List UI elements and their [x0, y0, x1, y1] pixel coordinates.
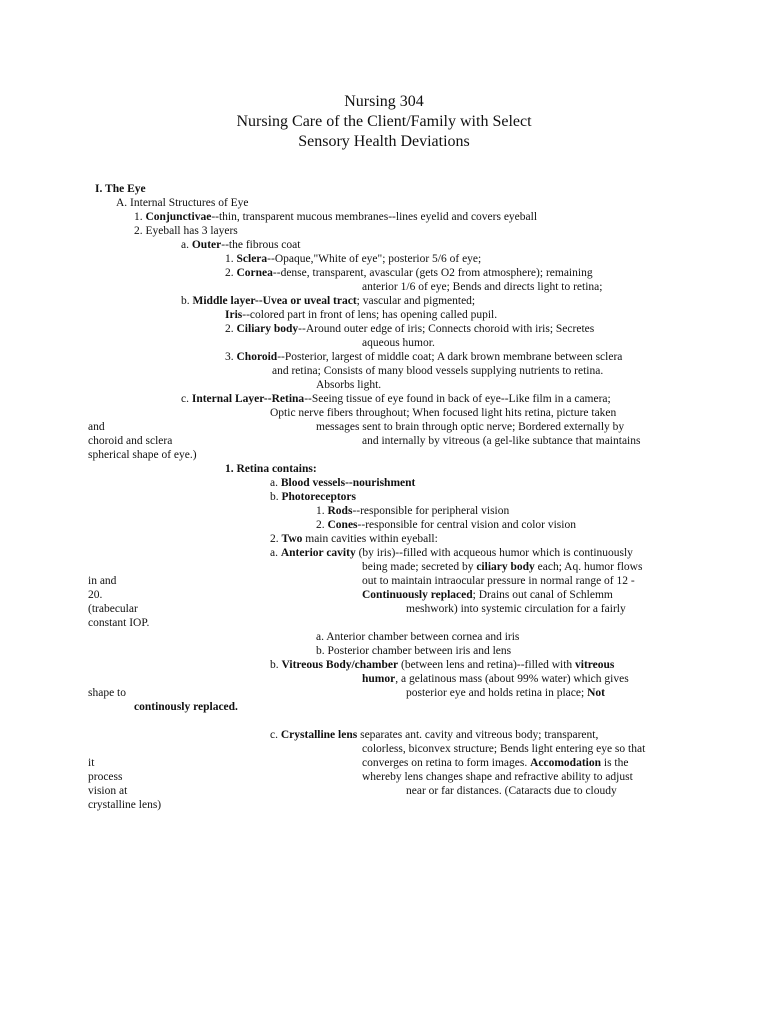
wrapped-fragment: constant IOP. — [88, 617, 150, 629]
term: Internal Layer--Retina — [191, 393, 305, 405]
outline-line: b. Vitreous Body/chamber (between lens and retina)--filled with vitreous — [270, 659, 615, 671]
term: Conjunctivae — [145, 211, 212, 223]
outline-line: b. Middle layer--Uvea or uveal tract; vascular and pigmented; — [181, 295, 476, 307]
wrapped-fragment: shape to — [88, 687, 127, 699]
outline-line: 1. Sclera--Opaque,"White of eye"; posterior 5/6 of eye; — [225, 253, 482, 265]
outline-line: a. Anterior cavity (by iris)--filled with acqueous humor which is continuously — [270, 547, 633, 559]
section-title: The Eye — [105, 183, 146, 195]
term: Anterior cavity — [280, 547, 356, 559]
outline-line: meshwork) into systemic circulation for a fairly — [406, 603, 626, 615]
outline-line: 1. Rods--responsible for peripheral vision — [316, 505, 510, 517]
wrapped-fragment: vision at — [88, 785, 128, 797]
outline-line: 2. Two main cavities within eyeball: — [270, 533, 438, 545]
term: Rods — [327, 505, 353, 517]
outline-line: c. Internal Layer--Retina--Seeing tissue of eye found in back of eye--Like film in a camera; — [181, 393, 611, 405]
outline-line: Optic nerve fibers throughout; When focused light hits retina, picture taken — [270, 407, 617, 419]
wrapped-fragment: choroid and sclera — [88, 435, 173, 447]
outline-line: 3. Choroid--Posterior, largest of middle coat; A dark brown membrane between sclera — [225, 351, 623, 363]
term: Blood vessels--nourishment — [280, 477, 416, 489]
term: Retina contains: — [236, 463, 317, 475]
wrapped-fragment: crystalline lens) — [88, 799, 162, 811]
outline-line: aqueous humor. — [362, 337, 435, 349]
term: Iris — [225, 309, 243, 321]
outline-line: Continuously replaced; Drains out canal of Schlemm — [362, 589, 613, 601]
outline-line: A. Internal Structures of Eye — [116, 197, 249, 209]
term: Cornea — [236, 267, 273, 279]
term: ciliary body — [476, 561, 535, 573]
outline-line: a. Outer--the fibrous coat — [181, 239, 301, 251]
term: Photoreceptors — [281, 491, 357, 503]
outline-line: messages sent to brain through optic nerve; Bordered externally by — [316, 421, 625, 433]
wrapped-fragment: (trabecular — [88, 603, 138, 615]
outline-line: converges on retina to form images. Accomodation is the — [362, 757, 629, 769]
wrapped-fragment — [134, 700, 238, 714]
outline-line: Iris--colored part in front of lens; has opening called pupil. — [225, 309, 498, 321]
outline-line: posterior eye and holds retina in place; Not — [406, 687, 605, 699]
outline-line: humor, a gelatinous mass (about 99% water) which gives — [362, 673, 629, 685]
wrapped-fragment: 20. — [88, 589, 103, 601]
term: Cones — [327, 519, 358, 531]
wrapped-fragment: process — [88, 771, 123, 783]
outline-line: whereby lens changes shape and refractive ability to adjust — [362, 771, 633, 783]
outline-line: colorless, biconvex structure; Bends light entering eye so that — [362, 743, 646, 755]
course-subtitle: Sensory Health Deviations — [298, 133, 470, 150]
term: vitreous — [575, 659, 615, 671]
outline-line: c. Crystalline lens separates ant. cavity and vitreous body; transparent, — [270, 729, 599, 741]
outline-line: Absorbs light. — [316, 379, 382, 391]
outline-line: and internally by vitreous (a gel-like subtance that maintains — [362, 435, 641, 447]
term: Continuously replaced — [362, 589, 473, 601]
outline-line: and retina; Consists of many blood vessels supplying nutrients to retina. — [272, 365, 604, 377]
outline-line: 1. Retina contains: — [225, 463, 317, 475]
course-title: Nursing Care of the Client/Family with Select — [236, 113, 532, 130]
term: Sclera — [236, 253, 268, 265]
term: continously replaced. — [134, 701, 238, 713]
outline-line: 2. Eyeball has 3 layers — [134, 225, 238, 237]
course-number: Nursing 304 — [344, 93, 424, 110]
term: Outer — [191, 239, 222, 251]
outline-line: 1. Conjunctivae--thin, transparent mucous membranes--lines eyelid and covers eyeball — [134, 211, 538, 223]
term: Accomodation — [530, 757, 602, 769]
wrapped-fragment: spherical shape of eye.) — [88, 449, 197, 461]
term: Vitreous Body/chamber — [281, 659, 399, 671]
term: Middle layer--Uvea or uveal tract — [192, 295, 357, 307]
term: Not — [587, 687, 605, 699]
term: Crystalline lens — [280, 729, 358, 741]
outline-line: a. Anterior chamber between cornea and iris — [316, 631, 520, 643]
outline-line: near or far distances. (Cataracts due to cloudy — [406, 785, 617, 797]
outline-line: 2. Ciliary body--Around outer edge of iris; Connects choroid with iris; Secretes — [225, 323, 595, 335]
outline-line: 2. Cones--responsible for central vision and color vision — [316, 519, 576, 531]
wrapped-fragment: and — [88, 421, 105, 433]
outline-line: 2. Cornea--dense, transparent, avascular (gets O2 from atmosphere); remaining — [225, 267, 593, 279]
outline-line: b. Posterior chamber between iris and lens — [316, 645, 512, 657]
section-number: I. — [95, 183, 106, 195]
term: humor — [362, 673, 396, 685]
section-heading — [95, 182, 146, 196]
outline-line: a. Blood vessels--nourishment — [270, 477, 416, 489]
outline-line: being made; secreted by ciliary body each; Aq. humor flows — [362, 561, 643, 573]
outline-line: out to maintain intraocular pressure in normal range of 12 - — [362, 575, 635, 587]
term: Choroid — [236, 351, 278, 363]
term: Ciliary body — [236, 323, 299, 335]
outline-line: anterior 1/6 of eye; Bends and directs light to retina; — [362, 281, 603, 293]
term: Two — [281, 533, 303, 545]
outline-line: b. Photoreceptors — [270, 491, 357, 503]
wrapped-fragment: it — [88, 757, 95, 769]
wrapped-fragment: in and — [88, 575, 117, 587]
